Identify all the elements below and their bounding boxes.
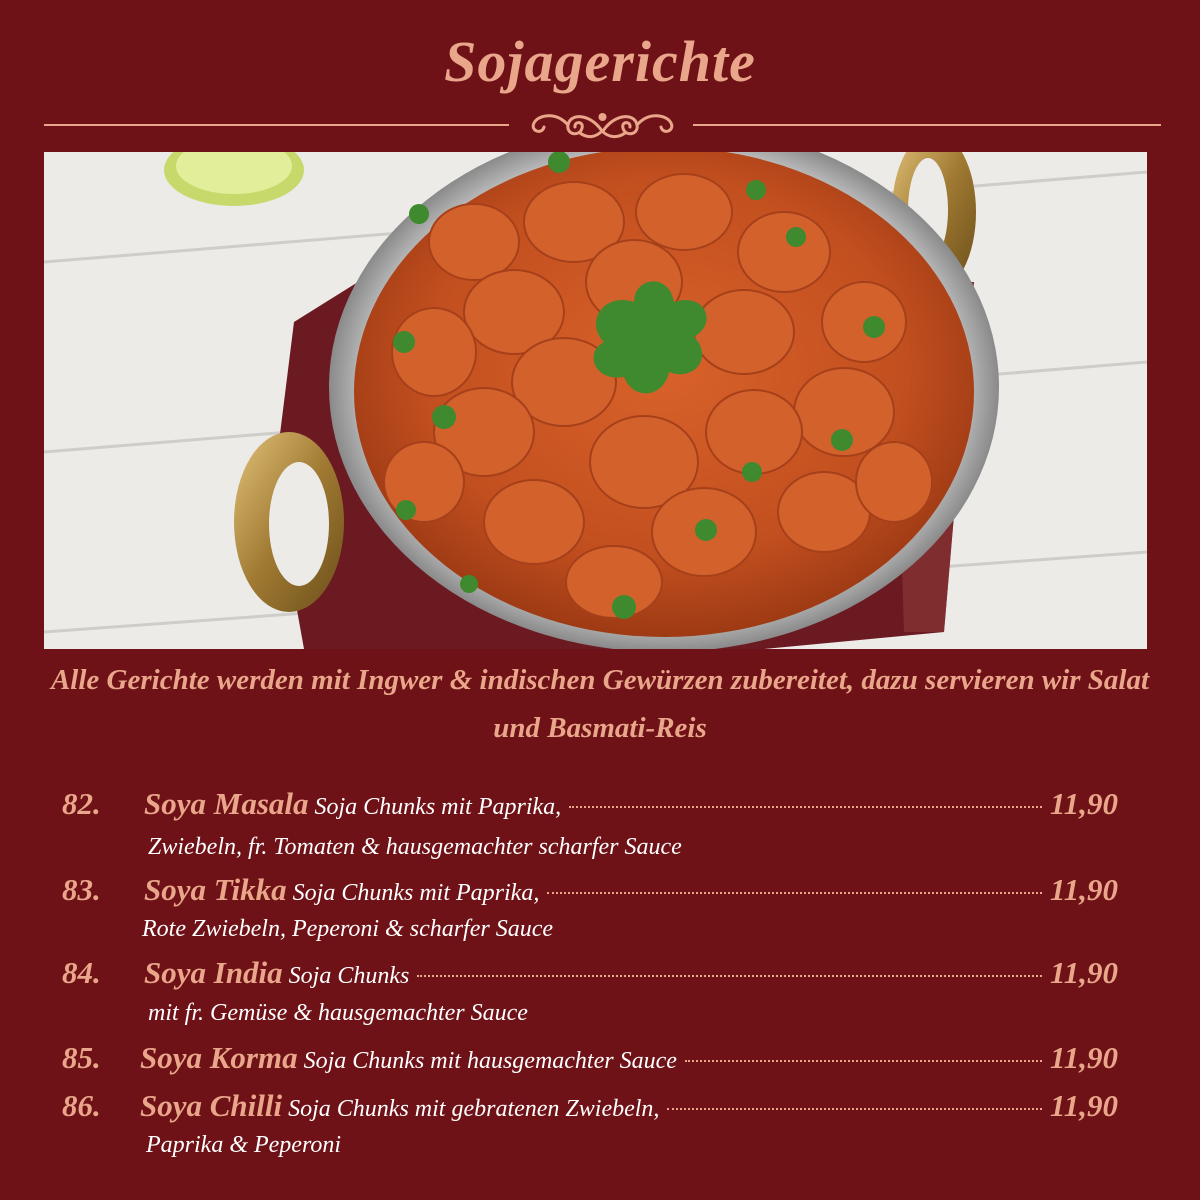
item-description: Soja Chunks mit hausgemachter Sauce	[303, 1048, 677, 1074]
dish-photo	[44, 152, 1147, 649]
leader-dots	[417, 975, 1042, 977]
item-price: 11,90	[1049, 955, 1118, 990]
item-name: Soya Masala	[144, 786, 309, 821]
item-name: Soya Chilli	[140, 1088, 283, 1123]
item-number: 86.	[62, 1088, 101, 1123]
item-description-cont: mit fr. Gemüse & hausgemachter Sauce	[148, 1000, 528, 1026]
leader-dots	[547, 892, 1042, 894]
item-description-cont: Rote Zwiebeln, Peperoni & scharfer Sauce	[142, 916, 554, 942]
item-price: 11,90	[1049, 786, 1118, 821]
item-number: 82.	[62, 786, 101, 821]
item-name: Soya Tikka	[144, 872, 287, 907]
item-name: Soya Korma	[140, 1040, 298, 1075]
item-description: Soja Chunks	[288, 963, 410, 989]
item-number: 84.	[62, 955, 101, 990]
item-name: Soya India	[144, 955, 283, 990]
intro-text: Alle Gerichte werden mit Ingwer & indischen Gewürzen zubereitet, dazu servieren wir Salat und Basmati-Reis	[50, 664, 1150, 744]
divider-left	[44, 124, 509, 126]
item-description-cont: Paprika & Peperoni	[146, 1132, 342, 1158]
item-description: Soja Chunks mit Paprika,	[292, 880, 540, 906]
leader-dots	[569, 806, 1042, 808]
leader-dots	[685, 1060, 1042, 1062]
divider-right	[693, 124, 1161, 126]
item-price: 11,90	[1049, 1088, 1118, 1123]
item-number: 85.	[62, 1040, 101, 1075]
flourish-ornament-icon	[520, 103, 685, 143]
page-title: Sojagerichte	[444, 29, 756, 94]
item-description: Soja Chunks mit gebratenen Zwiebeln,	[288, 1096, 660, 1122]
leader-dots	[667, 1108, 1042, 1110]
item-price: 11,90	[1049, 1040, 1118, 1075]
item-price: 11,90	[1049, 872, 1118, 907]
item-number: 83.	[62, 872, 101, 907]
item-description-cont: Zwiebeln, fr. Tomaten & hausgemachter scharfer Sauce	[148, 834, 682, 860]
item-description: Soja Chunks mit Paprika,	[314, 794, 562, 820]
